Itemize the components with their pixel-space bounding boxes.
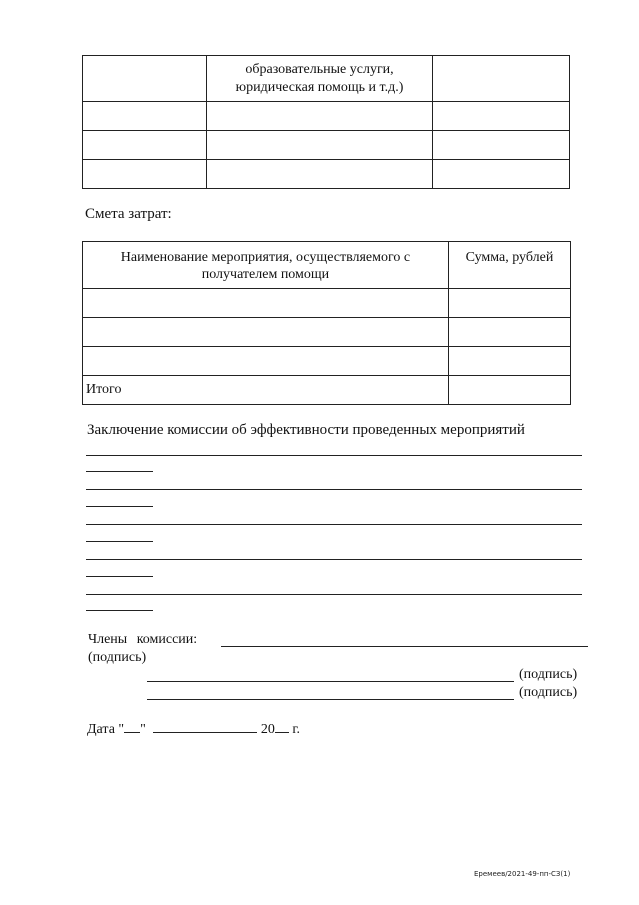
table-cell	[432, 56, 569, 102]
header-text-line2: получателем помощи	[201, 267, 330, 282]
table-cell	[207, 102, 432, 131]
signature-line	[221, 646, 588, 647]
document-registration-stamp: Еремеев/2021-49-пп-СЗ(1)	[474, 870, 571, 878]
date-line	[87, 718, 300, 738]
month-blank	[153, 718, 257, 733]
date-quote-close: "	[140, 722, 146, 737]
signature-caption: (подпись)	[519, 685, 578, 700]
table-cell	[448, 347, 570, 376]
conclusion-line-short	[86, 471, 153, 472]
table-row	[83, 56, 570, 102]
cost-estimate-table	[82, 241, 571, 405]
table-cell	[83, 318, 449, 347]
conclusion-line	[86, 559, 582, 560]
year-suffix: г.	[292, 722, 301, 737]
table-cell	[448, 289, 570, 318]
header-text-line1: Наименование мероприятия, осуществляемого с	[120, 250, 411, 265]
table-row	[83, 160, 570, 189]
conclusion-line-short	[86, 541, 153, 542]
table-cell	[207, 131, 432, 160]
year-blank	[275, 718, 289, 733]
conclusion-line	[86, 489, 582, 490]
commission-members-label: Члены комиссии:	[88, 632, 198, 647]
table-cell	[432, 102, 569, 131]
table-cell	[448, 318, 570, 347]
signature-line	[147, 681, 514, 682]
table-header-row	[83, 242, 571, 289]
table-row	[83, 318, 571, 347]
table-cell	[207, 56, 432, 102]
cost-estimate-heading: Смета затрат:	[85, 206, 172, 222]
table-cell	[83, 160, 207, 189]
column-header-sum: Сумма, рублей	[448, 242, 570, 289]
table-cell	[207, 160, 432, 189]
activity-type-text-line2: юридическая помощь и т.д.)	[235, 79, 404, 95]
conclusion-line	[86, 455, 582, 456]
year-prefix: 20	[260, 722, 275, 737]
activity-type-text-line1: образовательные услуги,	[245, 61, 394, 77]
signature-caption: (подпись)	[88, 650, 147, 665]
conclusion-line	[86, 594, 582, 595]
table-cell	[83, 102, 207, 131]
conclusion-line-short	[86, 610, 153, 611]
table-row	[83, 102, 570, 131]
table-cell	[83, 289, 449, 318]
total-row	[83, 376, 571, 405]
table-cell	[83, 131, 207, 160]
column-header-activity	[83, 242, 449, 289]
table-cell	[83, 347, 449, 376]
table-row	[83, 289, 571, 318]
conclusion-line	[86, 524, 582, 525]
table-row	[83, 131, 570, 160]
table-cell	[83, 56, 207, 102]
date-label: Дата "	[87, 722, 125, 737]
conclusion-line-short	[86, 576, 153, 577]
table-row	[83, 347, 571, 376]
day-blank	[124, 718, 140, 733]
activities-table	[82, 55, 570, 189]
total-value-cell	[448, 376, 570, 405]
table-cell	[432, 131, 569, 160]
signature-caption: (подпись)	[519, 667, 578, 682]
conclusion-line-short	[86, 506, 153, 507]
total-label: Итого	[83, 376, 449, 405]
table-cell	[432, 160, 569, 189]
signature-line	[147, 699, 514, 700]
commission-conclusion-heading: Заключение комиссии об эффективности проведенных мероприятий	[87, 422, 525, 438]
